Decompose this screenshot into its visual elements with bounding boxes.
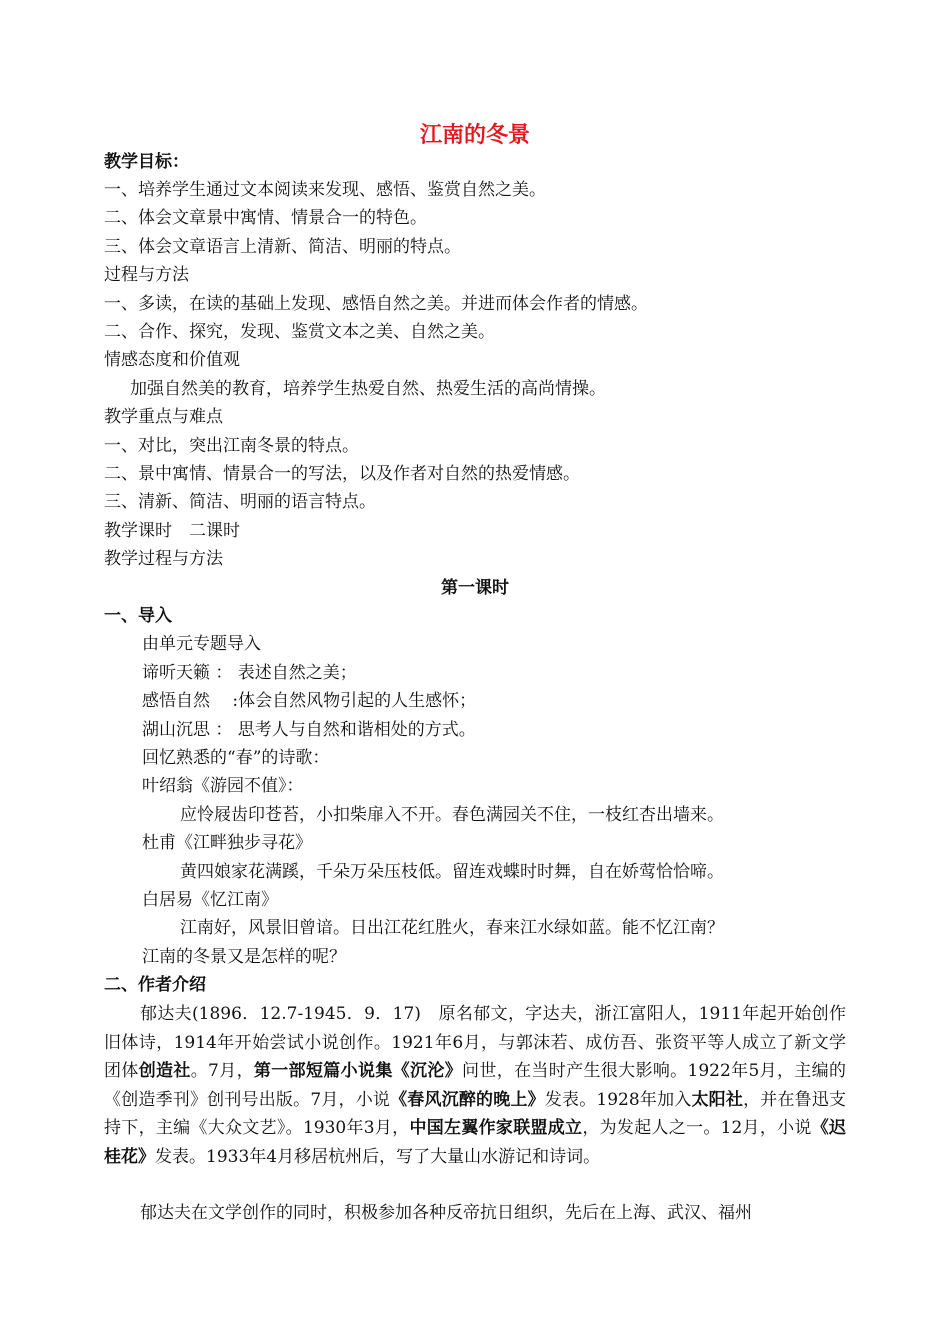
bio-text: 。7月，	[190, 1061, 254, 1082]
author-activity-paragraph: 郁达夫在文学创作的同时，积极参加各种反帝抗日组织，先后在上海、武汉、福州	[140, 1203, 752, 1223]
poem-text: 黄四娘家花满蹊，千朵万朵压枝低。留连戏蝶时时舞，自在娇莺恰恰啼。	[180, 862, 724, 882]
process-method-heading: 过程与方法	[104, 265, 189, 285]
key-point-item: 三、清新、简洁、明丽的语言特点。	[104, 492, 376, 512]
emotion-heading: 情感态度和价值观	[104, 350, 240, 370]
lesson-heading: 第一课时	[441, 578, 509, 598]
topic-item: 感悟自然 :体会自然风物引起的人生感怀；	[142, 691, 477, 711]
emotion-text: 加强自然美的教育，培养学生热爱自然、热爱生活的高尚情操。	[130, 379, 606, 399]
poem-author: 杜甫《江畔独步寻花》	[142, 833, 312, 853]
poem-author: 叶绍翁《游园不值》：	[142, 776, 304, 796]
section-heading-author: 二、作者介绍	[104, 975, 206, 995]
poem-text: 江南好，风景旧曾谙。日出江花红胜火，春来江水绿如蓝。能不忆江南？	[180, 918, 724, 938]
recall-text: 回忆熟悉的“春”的诗歌：	[142, 748, 330, 768]
bio-highlight: 太阳社	[691, 1089, 744, 1110]
document-title: 江南的冬景	[419, 122, 530, 148]
topic-item: 湖山沉思 ： 思考人与自然和谐相处的方式。	[142, 720, 476, 740]
process-heading: 教学过程与方法	[104, 549, 223, 569]
process-method-item: 二、合作、探究，发现、鉴赏文本之美、自然之美。	[104, 322, 495, 342]
bio-highlight: 第一部短篇小说集《沉沦》	[253, 1061, 463, 1082]
bio-text: ，并在鲁迅支持下，主编《大众文艺》。1930年3月，	[104, 1089, 847, 1139]
poem-author: 白居易《忆江南》	[142, 890, 278, 910]
bio-text: 问世，在当时产生很大影响。1922年5月，主编的《创造季刊》创刊号出版。7月，小说	[104, 1061, 846, 1110]
bio-text: 郁达夫(1896．12.7-1945．9．17) 原名郁文，字达夫，浙江富阳人，1911年起开始创作旧体诗，1914年开始尝试小说创作。1921年6月，与郭沫若、成仿吾、张资平等人成立了新文学团体	[104, 1004, 846, 1082]
process-method-item: 一、多读，在读的基础上发现、感悟自然之美。并进而体会作者的情感。	[104, 294, 648, 314]
key-points-heading: 教学重点与难点	[104, 407, 223, 427]
goal-item: 一、培养学生通过文本阅读来发现、感悟、鉴赏自然之美。	[104, 180, 546, 200]
question-text: 江南的冬景又是怎样的呢？	[142, 947, 346, 967]
bio-text: 发表。1928年加入	[544, 1089, 692, 1110]
poem-text: 应怜屐齿印苍苔，小扣柴扉入不开。春色满园关不住，一枝红杏出墙来。	[180, 805, 724, 825]
bio-highlight: 《春风沉醉的晚上》	[390, 1089, 545, 1110]
key-point-item: 一、对比，突出江南冬景的特点。	[104, 436, 359, 456]
author-bio-paragraph	[104, 1000, 846, 1172]
bio-highlight: 《迟桂花》	[104, 1118, 847, 1167]
bio-highlight: 中国左翼作家联盟成立	[409, 1118, 583, 1139]
topic-item: 谛听天籁 ： 表述自然之美；	[142, 663, 357, 683]
section-heading-intro: 一、导入	[104, 606, 172, 626]
key-point-item: 二、景中寓情、情景合一的写法，以及作者对自然的热爱情感。	[104, 464, 580, 484]
intro-text: 由单元专题导入	[142, 634, 261, 654]
goals-heading: 教学目标：	[104, 152, 189, 172]
bio-text: ，为发起人之一。12月，小说	[582, 1118, 812, 1139]
teaching-hours: 教学课时 二课时	[104, 521, 240, 541]
bio-highlight: 创造社	[138, 1061, 191, 1082]
bio-text: 发表。1933年4月移居杭州后，写了大量山水游记和诗词。	[155, 1146, 601, 1167]
goal-item: 三、体会文章语言上清新、简洁、明丽的特点。	[104, 237, 461, 257]
goal-item: 二、体会文章景中寓情、情景合一的特色。	[104, 208, 427, 228]
